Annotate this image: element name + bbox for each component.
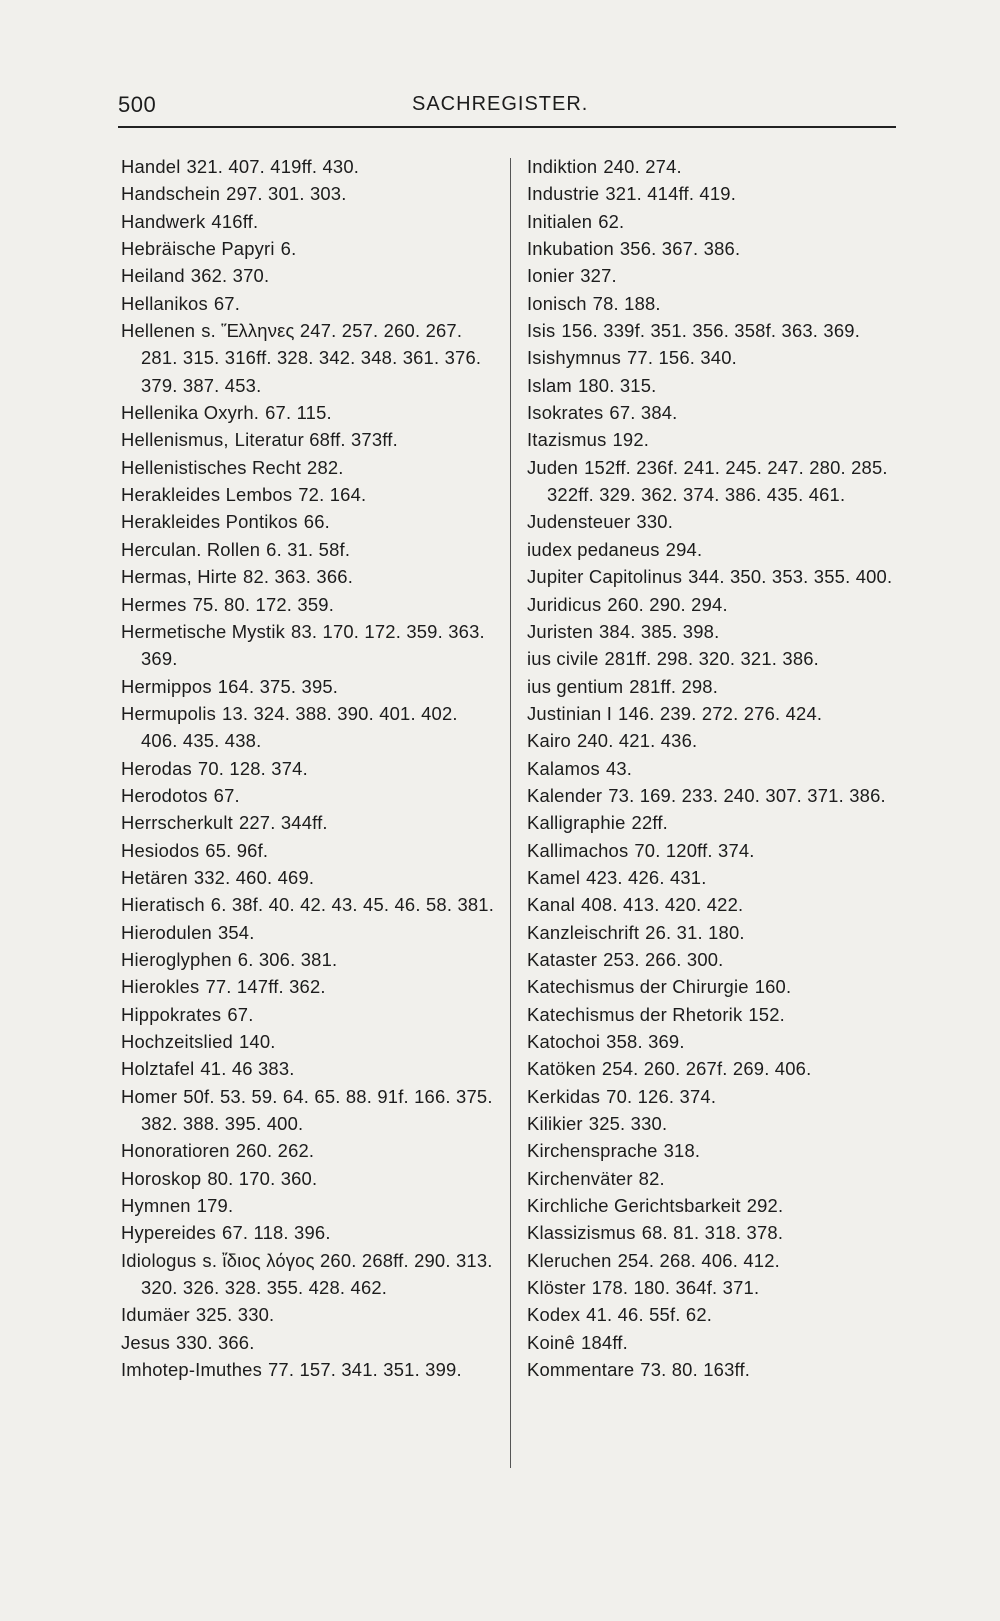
index-term: Judensteuer — [527, 511, 631, 533]
index-entry — [527, 755, 907, 782]
index-refs: 178. 180. 364f. 371. — [591, 1277, 760, 1299]
index-refs: 80. 170. 360. — [207, 1167, 318, 1189]
index-refs: 180. 315. — [577, 374, 657, 396]
header-rule — [118, 126, 896, 128]
index-term: Holztafel — [121, 1058, 195, 1080]
index-entry — [527, 1083, 907, 1110]
index-entry — [527, 891, 907, 918]
index-entry — [527, 1137, 907, 1164]
index-term: Jupiter Capitolinus — [527, 566, 683, 588]
index-refs: 6. 38f. 40. 42. 43. 45. 46. 58. 381. — [210, 894, 495, 916]
index-entry — [527, 1028, 907, 1055]
index-term: Kilikier — [527, 1113, 583, 1135]
index-refs: 184ff. — [581, 1331, 628, 1353]
index-term: Kataster — [527, 948, 598, 970]
index-term: Imhotep-Imuthes — [121, 1359, 262, 1381]
index-refs: 160. — [754, 976, 792, 998]
index-term: iudex pedaneus — [527, 538, 660, 560]
index-entry — [527, 454, 907, 509]
index-term: Kanal — [527, 894, 576, 916]
index-refs: 67. 115. — [265, 402, 332, 424]
index-entry — [527, 1301, 907, 1328]
index-refs: 192. — [612, 429, 650, 451]
index-refs: 423. 426. 431. — [586, 866, 707, 888]
index-entry — [121, 618, 499, 673]
index-term: Kerkidas — [527, 1085, 601, 1107]
index-entry — [527, 290, 907, 317]
index-entry — [527, 591, 907, 618]
index-refs: 227. 344ff. — [238, 812, 328, 834]
index-term: Hippokrates — [121, 1003, 222, 1025]
index-entry — [121, 1247, 499, 1302]
index-refs: 82. — [638, 1167, 665, 1189]
index-entry — [527, 809, 907, 836]
index-refs: 294. — [665, 538, 703, 560]
index-term: Juden — [527, 456, 579, 478]
index-term: Kalender — [527, 784, 603, 806]
index-entry — [121, 399, 499, 426]
index-entry — [527, 837, 907, 864]
page-header — [118, 92, 896, 124]
index-term: Hierodulen — [121, 921, 212, 943]
index-term: Hermas, Hirte — [121, 566, 238, 588]
index-refs: 75. 80. 172. 359. — [192, 593, 335, 615]
index-term: Idiologus — [121, 1249, 197, 1271]
index-refs: 67. — [227, 1003, 254, 1025]
index-entry — [121, 1219, 499, 1246]
index-refs: 416ff. — [211, 210, 259, 232]
index-term: Kirchensprache — [527, 1140, 658, 1162]
index-refs: 70. 120ff. 374. — [634, 839, 755, 861]
index-refs: 66. — [303, 511, 330, 533]
index-term: Katechismus der Chirurgie — [527, 976, 749, 998]
index-refs: 260. 262. — [235, 1140, 315, 1162]
index-term: Jesus — [121, 1331, 171, 1353]
index-refs: 318. — [663, 1140, 701, 1162]
index-refs: 356. 367. 386. — [619, 238, 741, 260]
index-refs: 344. 350. 353. 355. 400. — [688, 566, 893, 588]
index-term: Hermippos — [121, 675, 212, 697]
index-refs: 164. 375. 395. — [217, 675, 339, 697]
index-refs: 325. 330. — [588, 1113, 668, 1135]
index-entry — [527, 673, 907, 700]
index-term: Itazismus — [527, 429, 607, 451]
index-term: Herodas — [121, 757, 192, 779]
index-entry — [121, 426, 499, 453]
index-refs: 78. 188. — [592, 292, 661, 314]
index-entry — [121, 153, 499, 180]
index-refs: 50f. 53. 59. 64. 65. 88. 91f. 166. 375. 382. 388. 395. 400. — [141, 1085, 493, 1135]
index-refs: 358. 369. — [606, 1031, 685, 1052]
index-refs: 330. 366. — [176, 1331, 255, 1353]
index-refs: 330. — [636, 511, 674, 533]
index-refs: 67. 118. 396. — [222, 1222, 331, 1244]
index-entry — [121, 454, 499, 481]
index-refs: 408. 413. 420. 422. — [581, 894, 744, 916]
index-entry — [527, 508, 907, 535]
index-entry — [121, 180, 499, 207]
index-term: Ionier — [527, 265, 575, 287]
index-term: Kallimachos — [527, 839, 629, 861]
index-term: Hellanikos — [121, 292, 208, 314]
index-entry — [121, 262, 499, 289]
index-term: Herakleides Pontikos — [121, 511, 298, 533]
index-entry — [121, 919, 499, 946]
index-entry — [527, 1110, 907, 1137]
index-term: Hetären — [121, 866, 188, 888]
index-refs: 41. 46 383. — [200, 1058, 295, 1080]
index-term: Kleruchen — [527, 1249, 612, 1271]
index-refs: 240. 421. 436. — [576, 730, 698, 752]
index-refs: 6. 31. 58f. — [266, 538, 351, 560]
index-refs: 327. — [580, 265, 617, 287]
index-refs: 6. 306. 381. — [237, 948, 338, 970]
running-title: SACHREGISTER. — [412, 93, 589, 115]
index-entry — [121, 1001, 499, 1028]
index-term: Homer — [121, 1085, 178, 1107]
index-refs: 73. 169. 233. 240. 307. 371. 386. — [608, 784, 886, 806]
index-refs: 146. 239. 272. 276. 424. — [618, 702, 823, 724]
index-entry — [121, 946, 499, 973]
index-entry — [121, 1028, 499, 1055]
index-term: Handel — [121, 156, 181, 177]
index-term: Kamel — [527, 866, 581, 888]
index-entry — [121, 481, 499, 508]
index-refs: 297. 301. 303. — [226, 183, 347, 205]
index-entry — [527, 864, 907, 891]
index-term: Inkubation — [527, 238, 614, 260]
index-refs: 321. 414ff. 419. — [605, 183, 737, 205]
index-refs: 72. 164. — [298, 484, 367, 506]
index-term: Herodotos — [121, 784, 208, 806]
index-entry — [527, 645, 907, 672]
index-refs: 260. 290. 294. — [607, 593, 728, 615]
index-term: Islam — [527, 374, 572, 396]
page-number: 500 — [118, 92, 157, 117]
index-entry — [121, 1165, 499, 1192]
index-refs: 281ff. 298. — [629, 675, 719, 697]
index-refs: 325. 330. — [195, 1304, 275, 1326]
index-refs: 43. — [605, 757, 633, 779]
index-refs: 140. — [238, 1031, 276, 1052]
index-entry — [121, 837, 499, 864]
index-term: Hieroglyphen — [121, 948, 232, 970]
index-term: Hypereides — [121, 1222, 217, 1244]
index-term: Hellenika Oxyrh. — [121, 402, 260, 424]
index-refs: 384. 385. 398. — [599, 620, 720, 642]
index-refs: Literatur 68ff. 373ff. — [234, 429, 398, 451]
index-term: Katochoi — [527, 1031, 601, 1052]
index-entry — [527, 1356, 907, 1383]
index-refs: 321. 407. 419ff. 430. — [186, 156, 360, 177]
index-term: Hebräische Papyri — [121, 238, 275, 260]
index-refs: 13. 324. 388. 390. 401. 402. 406. 435. 438. — [141, 702, 458, 752]
index-entry — [527, 782, 907, 809]
index-entry — [527, 208, 907, 235]
index-term: Hellenismus, — [121, 429, 229, 451]
index-refs: 152. — [748, 1003, 785, 1025]
index-entry — [121, 563, 499, 590]
index-entry — [527, 946, 907, 973]
index-term: Kairo — [527, 730, 571, 752]
index-refs: 62. — [598, 210, 625, 232]
index-refs: s. Ἕλληνες 247. 257. 260. 267. 281. 315. 316ff. 328. 342. 348. 361. 376. 379. 387. 453. — [141, 320, 482, 396]
index-refs: 67. 384. — [609, 402, 678, 424]
index-refs: 332. 460. 469. — [193, 866, 315, 888]
index-refs: 240. 274. — [603, 156, 682, 177]
index-column-right — [527, 153, 907, 1383]
index-refs: 77. 157. 341. 351. 399. — [268, 1359, 462, 1381]
index-term: Hieratisch — [121, 894, 205, 916]
index-entry — [121, 208, 499, 235]
index-term: Kirchenväter — [527, 1167, 633, 1189]
index-entry — [527, 1274, 907, 1301]
index-term: Handschein — [121, 183, 221, 205]
index-term: Juridicus — [527, 593, 602, 615]
index-refs: 67. — [213, 784, 240, 806]
index-entry — [121, 809, 499, 836]
index-refs: 70. 126. 374. — [606, 1085, 717, 1107]
index-term: Kirchliche Gerichtsbarkeit — [527, 1195, 741, 1217]
index-refs: 354. — [217, 921, 255, 943]
index-refs: 6. — [280, 238, 297, 260]
index-entry — [121, 1055, 499, 1082]
index-entry — [121, 755, 499, 782]
index-term: Herculan. Rollen — [121, 538, 261, 560]
index-entry — [121, 317, 499, 399]
index-refs: 65. 96f. — [205, 839, 269, 861]
index-term: Herakleides Lembos — [121, 484, 293, 506]
index-refs: 67. — [213, 292, 241, 314]
index-entry — [527, 1165, 907, 1192]
index-refs: 68. 81. 318. 378. — [641, 1222, 784, 1244]
index-entry — [527, 372, 907, 399]
index-refs: 362. 370. — [190, 265, 270, 287]
index-term: Hermupolis — [121, 702, 217, 724]
index-term: Justinian I — [527, 702, 613, 724]
index-term: Isokrates — [527, 402, 604, 424]
index-term: Heiland — [121, 265, 185, 287]
index-term: Kanzleischrift — [527, 921, 640, 943]
index-entry — [527, 700, 907, 727]
index-entry — [527, 262, 907, 289]
index-entry — [527, 618, 907, 645]
index-term: Indiktion — [527, 156, 598, 177]
index-entry — [121, 591, 499, 618]
index-term: Industrie — [527, 183, 600, 205]
index-entry — [121, 864, 499, 891]
index-term: Hochzeitslied — [121, 1031, 233, 1052]
index-term: Kommentare — [527, 1359, 635, 1381]
index-refs: 152ff. 236f. 241. 245. 247. 280. 285. 322ff. 329. 362. 374. 386. 435. 461. — [547, 456, 888, 506]
index-term: Kalamos — [527, 757, 600, 779]
index-entry — [527, 399, 907, 426]
index-term: Hermes — [121, 593, 187, 615]
index-entry — [121, 508, 499, 535]
index-entry — [121, 782, 499, 809]
index-entry — [527, 180, 907, 207]
index-term: Isishymnus — [527, 347, 621, 369]
index-refs: 26. 31. 180. — [645, 921, 745, 943]
index-entry — [121, 290, 499, 317]
index-term: Hymnen — [121, 1195, 191, 1217]
index-term: Koinê — [527, 1331, 576, 1353]
index-entry — [121, 1329, 499, 1356]
index-term: Ionisch — [527, 292, 587, 314]
index-entry — [527, 1055, 907, 1082]
index-entry — [121, 1301, 499, 1328]
index-refs: 77. 156. 340. — [626, 347, 737, 369]
index-term: Hierokles — [121, 976, 200, 998]
column-divider — [510, 158, 511, 1468]
index-entry — [527, 426, 907, 453]
index-entry — [121, 891, 499, 918]
index-entry — [527, 153, 907, 180]
index-refs: 254. 268. 406. 412. — [617, 1249, 780, 1271]
index-term: ius gentium — [527, 675, 624, 697]
index-term: Handwerk — [121, 210, 206, 232]
index-entry — [527, 235, 907, 262]
index-entry — [121, 700, 499, 755]
index-entry — [121, 536, 499, 563]
index-refs: 77. 147ff. 362. — [205, 976, 326, 998]
index-refs: 70. 128. 374. — [197, 757, 308, 779]
index-entry — [121, 1083, 499, 1138]
index-refs: 179. — [196, 1195, 234, 1217]
index-refs: s. ἴδιος λόγος 260. 268ff. 290. 313. 320. 326. 328. 355. 428. 462. — [141, 1249, 493, 1299]
index-refs: 73. 80. 163ff. — [640, 1359, 751, 1381]
index-term: Kodex — [527, 1304, 581, 1326]
index-refs: 83. 170. 172. 359. 363. 369. — [141, 620, 485, 670]
index-entry — [527, 919, 907, 946]
index-refs: 253. 266. 300. — [603, 948, 724, 970]
index-column-left — [121, 153, 499, 1383]
index-term: Horoskop — [121, 1167, 202, 1189]
index-term: Isis — [527, 320, 556, 342]
index-term: Katöken — [527, 1058, 596, 1080]
index-refs: 292. — [746, 1195, 784, 1217]
index-entry — [121, 1192, 499, 1219]
index-refs: 82. 363. 366. — [243, 566, 354, 588]
index-entry — [527, 1001, 907, 1028]
index-refs: 41. 46. 55f. 62. — [586, 1304, 713, 1326]
index-refs: 254. 260. 267f. 269. 406. — [601, 1058, 812, 1080]
index-refs: 282. — [307, 456, 344, 478]
index-term: Hellenistisches Recht — [121, 456, 302, 478]
index-entry — [527, 317, 907, 344]
index-refs: 281ff. 298. 320. 321. 386. — [604, 648, 819, 670]
index-entry — [527, 1329, 907, 1356]
index-entry — [527, 1247, 907, 1274]
index-refs: 22ff. — [631, 812, 668, 834]
index-entry — [527, 536, 907, 563]
index-term: Juristen — [527, 620, 593, 642]
index-entry — [527, 1192, 907, 1219]
index-entry — [527, 563, 907, 590]
index-entry — [121, 1137, 499, 1164]
index-entry — [121, 1356, 499, 1383]
index-entry — [121, 673, 499, 700]
index-term: Idumäer — [121, 1304, 190, 1326]
index-term: Hermetische Mystik — [121, 620, 286, 642]
index-refs: 156. 339f. 351. 356. 358f. 363. 369. — [561, 320, 861, 342]
index-term: Kalligraphie — [527, 812, 626, 834]
index-term: Herrscherkult — [121, 812, 233, 834]
index-entry — [527, 344, 907, 371]
index-entry — [527, 727, 907, 754]
index-term: Honoratioren — [121, 1140, 230, 1162]
index-entry — [121, 973, 499, 1000]
index-entry — [527, 1219, 907, 1246]
index-entry — [527, 973, 907, 1000]
index-term: Hesiodos — [121, 839, 200, 861]
index-entry — [121, 235, 499, 262]
index-term: Katechismus der Rhetorik — [527, 1003, 743, 1025]
index-term: ius civile — [527, 648, 599, 670]
index-term: Initialen — [527, 210, 593, 232]
index-term: Klöster — [527, 1277, 586, 1299]
index-term: Klassizismus — [527, 1222, 636, 1244]
index-term: Hellenen — [121, 320, 196, 342]
